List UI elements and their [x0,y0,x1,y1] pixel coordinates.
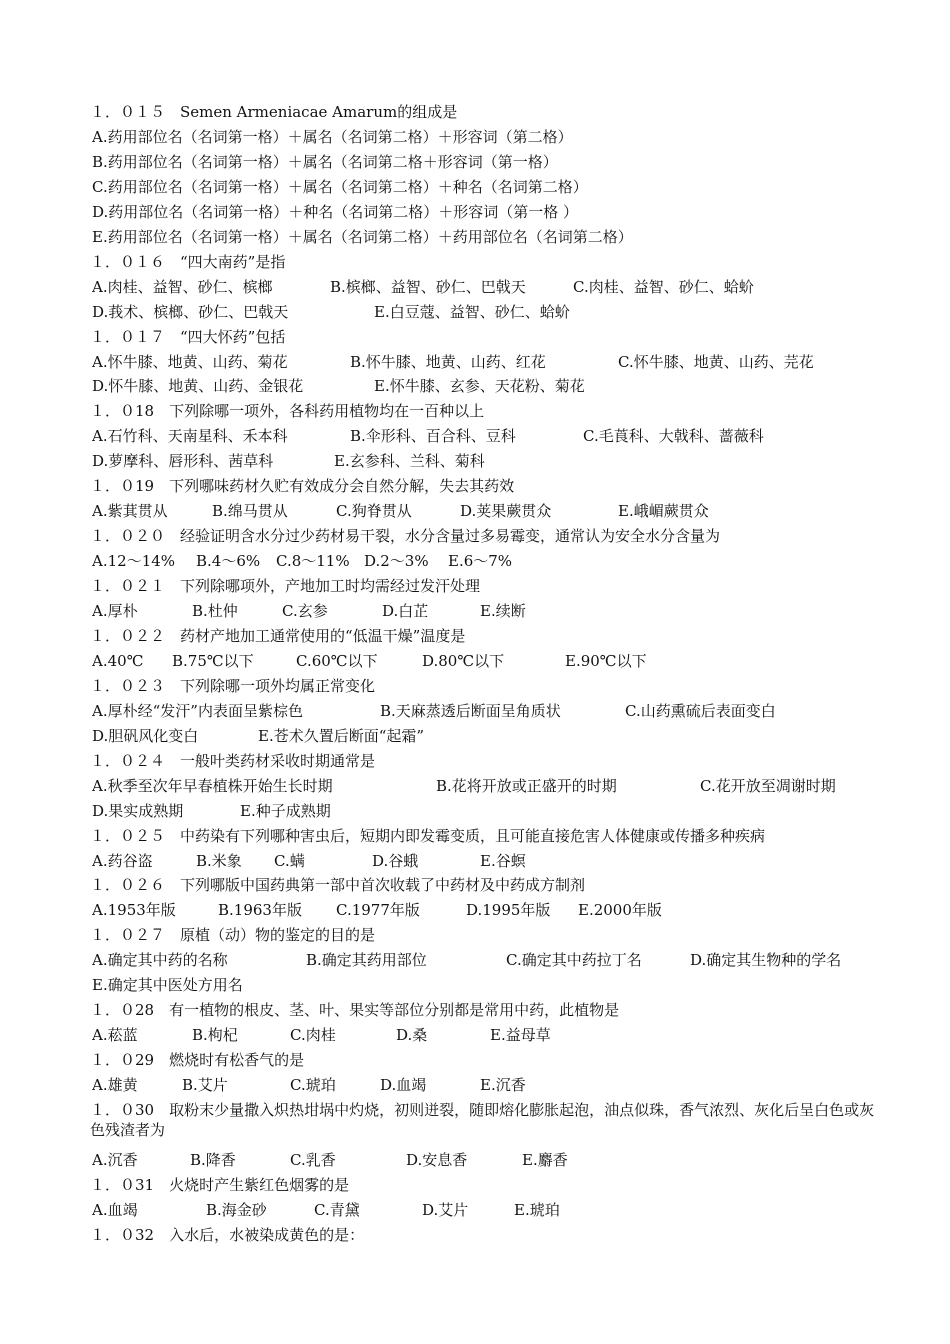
answer-option: D.莪术、槟榔、砂仁、巴戟天 [92,302,289,321]
answer-option: A.菘蓝 [92,1026,138,1045]
answer-option: C.山药熏硫后表面变白 [625,701,776,720]
question-stem: １．０２１ 下列除哪项外，产地加工时均需经过发汗处理 [90,577,481,596]
answer-option: C.乳香 [290,1150,336,1169]
answer-option: C.肉桂、益智、砂仁、蛤蚧 [573,277,754,296]
answer-option: E.确定其中医处方用名 [92,976,243,995]
answer-option: C.怀牛膝、地黄、山药、芫花 [618,352,814,371]
answer-option: E.种子成熟期 [240,801,331,820]
question-stem: １．０19 下列哪味药材久贮有效成分会自然分解，失去其药效 [90,477,515,496]
answer-option: A.肉桂、益智、砂仁、槟榔 [92,277,273,296]
answer-option: D.艾片 [422,1200,469,1219]
answer-option: E.玄参科、兰科、菊科 [334,452,485,471]
question-stem: １．０29 燃烧时有松香气的是 [90,1051,305,1070]
answer-option: D.2～3% [364,552,429,571]
answer-option: D.安息香 [406,1150,468,1169]
answer-option: A.血竭 [92,1200,138,1219]
question-stem: １．０２０ 经验证明含水分过少药材易干裂，水分含量过多易霉变，通常认为安全水分含量为 [90,527,721,546]
answer-option: C.肉桂 [290,1026,336,1045]
answer-option: B.药用部位名（名词第一格）＋属名（名词第二格＋形容词（第一格） [92,152,558,171]
question-stem: １．０２６ 下列哪版中国药典第一部中首次收载了中药材及中药成方制剂 [90,876,586,895]
answer-option: D.果实成熟期 [92,801,184,820]
answer-option: D.血竭 [380,1076,427,1095]
answer-option: A.12～14% [92,552,176,571]
answer-option: B.海金砂 [206,1200,267,1219]
answer-option: D.胆矾风化变白 [92,726,199,745]
answer-option: D.药用部位名（名词第一格）＋种名（名词第二格）＋形容词（第一格 ） [92,202,579,221]
answer-option: E.6～7% [448,552,513,571]
question-stem: １．０２２ 药材产地加工通常使用的“低温干燥”温度是 [90,626,466,645]
answer-option: B.米象 [196,851,242,870]
answer-option: A.40℃ [92,651,144,670]
answer-option: E.白豆蔻、益智、砂仁、蛤蚧 [374,302,570,321]
answer-option: E.麝香 [522,1150,568,1169]
answer-option: D.谷蛾 [372,851,419,870]
answer-option: A.厚朴 [92,602,138,620]
answer-option: B.降香 [190,1150,236,1169]
answer-option: E.峨嵋蕨贯众 [618,502,709,521]
answer-option: C.1977年版 [336,901,420,920]
question-stem: １．０２７ 原植（动）物的鉴定的目的是 [90,926,376,945]
answer-option: A.沉香 [92,1150,138,1169]
answer-option: D.怀牛膝、地黄、山药、金银花 [92,377,304,396]
question-stem: １．０28 有一植物的根皮、茎、叶、果实等部位分别都是常用中药，此植物是 [90,1001,620,1020]
question-stem: １．０１５ Semen Armeniacae Amarum的组成是 [90,103,458,121]
answer-option: B.怀牛膝、地黄、山药、红花 [350,352,546,371]
answer-option: C.花开放至凋谢时期 [700,776,836,795]
answer-option: D.桑 [396,1026,428,1045]
question-stem: １．０32 入水后，水被染成黄色的是： [90,1225,365,1244]
answer-option: D.荚果蕨贯众 [460,502,552,521]
answer-option: E.续断 [480,602,526,620]
answer-option: C.8～11% [276,552,350,571]
answer-option: A.怀牛膝、地黄、山药、菊花 [92,352,288,371]
answer-option: E.益母草 [490,1026,551,1045]
answer-option: C.玄参 [282,602,328,620]
answer-option: B.确定其药用部位 [306,951,427,970]
answer-option: B.槟榔、益智、砂仁、巴戟天 [330,277,526,296]
question-stem: １．０２５ 中药染有下列哪种害虫后，短期内即发霉变质，且可能直接危害人体健康或传播多种疾病 [90,826,766,845]
question-stem: １．０１６ “四大南药”是指 [90,252,286,271]
answer-option: D.白芷 [382,602,429,620]
answer-option: B.4～6% [196,552,261,571]
answer-option: B.枸杞 [192,1026,238,1045]
answer-option: D.萝摩科、唇形科、茜草科 [92,452,274,471]
answer-option: E.90℃以下 [565,651,647,670]
question-stem: １．０２３ 下列除哪一项外均属正常变化 [90,676,376,695]
answer-option: A.1953年版 [92,901,176,920]
question-stem: １．０31 火烧时产生紫红色烟雾的是 [90,1175,350,1194]
answer-option: C.确定其中药拉丁名 [506,951,642,970]
answer-option: B.75℃以下 [172,651,254,670]
question-stem: １．０１７ “四大怀药”包括 [90,327,286,346]
question-stem: １．０18 下列除哪一项外，各科药用植物均在一百种以上 [90,402,485,421]
answer-option: A.药谷盗 [92,851,153,870]
answer-option: B.花将开放或正盛开的时期 [436,776,617,795]
answer-option: C.60℃以下 [296,651,378,670]
answer-option: E.药用部位名（名词第一格）＋属名（名词第二格）＋药用部位名（名词第二格） [92,227,633,246]
answer-option: A.确定其中药的名称 [92,951,228,970]
answer-option: C.毛莨科、大戟科、蔷薇科 [583,427,764,446]
answer-option: B.1963年版 [218,901,302,920]
answer-option: B.绵马贯从 [212,502,288,521]
answer-option: A.厚朴经“发汗”内表面呈紫棕色 [92,701,303,720]
answer-option: B.艾片 [182,1076,228,1095]
answer-option: E.谷螟 [480,851,526,870]
answer-option: E.2000年版 [578,901,662,920]
answer-option: B.天麻蒸透后断面呈角质状 [380,701,561,720]
answer-option: C.螨 [274,851,305,870]
answer-option: C.琥珀 [290,1076,336,1095]
question-stem: １．０30 取粉末少量撒入炽热坩埚中灼烧，初则迸裂，随即熔化膨胀起泡，油点似珠，香气浓烈、灰化后呈白色或灰色残渣者为 [90,1101,875,1139]
answer-option: E.琥珀 [514,1200,560,1219]
answer-option: B.伞形科、百合科、豆科 [350,427,516,446]
question-stem: １．０２４ 一般叶类药材采收时期通常是 [90,751,376,770]
answer-option: C.狗脊贯从 [336,502,412,521]
answer-option: C.药用部位名（名词第一格）＋属名（名词第二格）＋种名（名词第二格） [92,177,588,196]
answer-option: E.沉香 [480,1076,526,1095]
answer-option: E.怀牛膝、玄参、天花粉、菊花 [374,377,585,396]
answer-option: B.杜仲 [192,602,238,620]
answer-option: E.苍术久置后断面“起霜” [258,726,425,745]
answer-option: D.80℃以下 [422,651,505,670]
answer-option: D.1995年版 [466,901,551,920]
answer-option: C.青黛 [314,1200,360,1219]
answer-option: D.确定其生物种的学名 [690,951,842,970]
answer-option: A.雄黄 [92,1076,138,1095]
answer-option: A.秋季至次年早春植株开始生长时期 [92,776,333,795]
answer-option: A.石竹科、天南星科、禾本科 [92,427,288,446]
answer-option: A.紫萁贯从 [92,502,168,521]
answer-option: A.药用部位名（名词第一格）＋属名（名词第二格）＋形容词（第二格） [92,127,573,146]
